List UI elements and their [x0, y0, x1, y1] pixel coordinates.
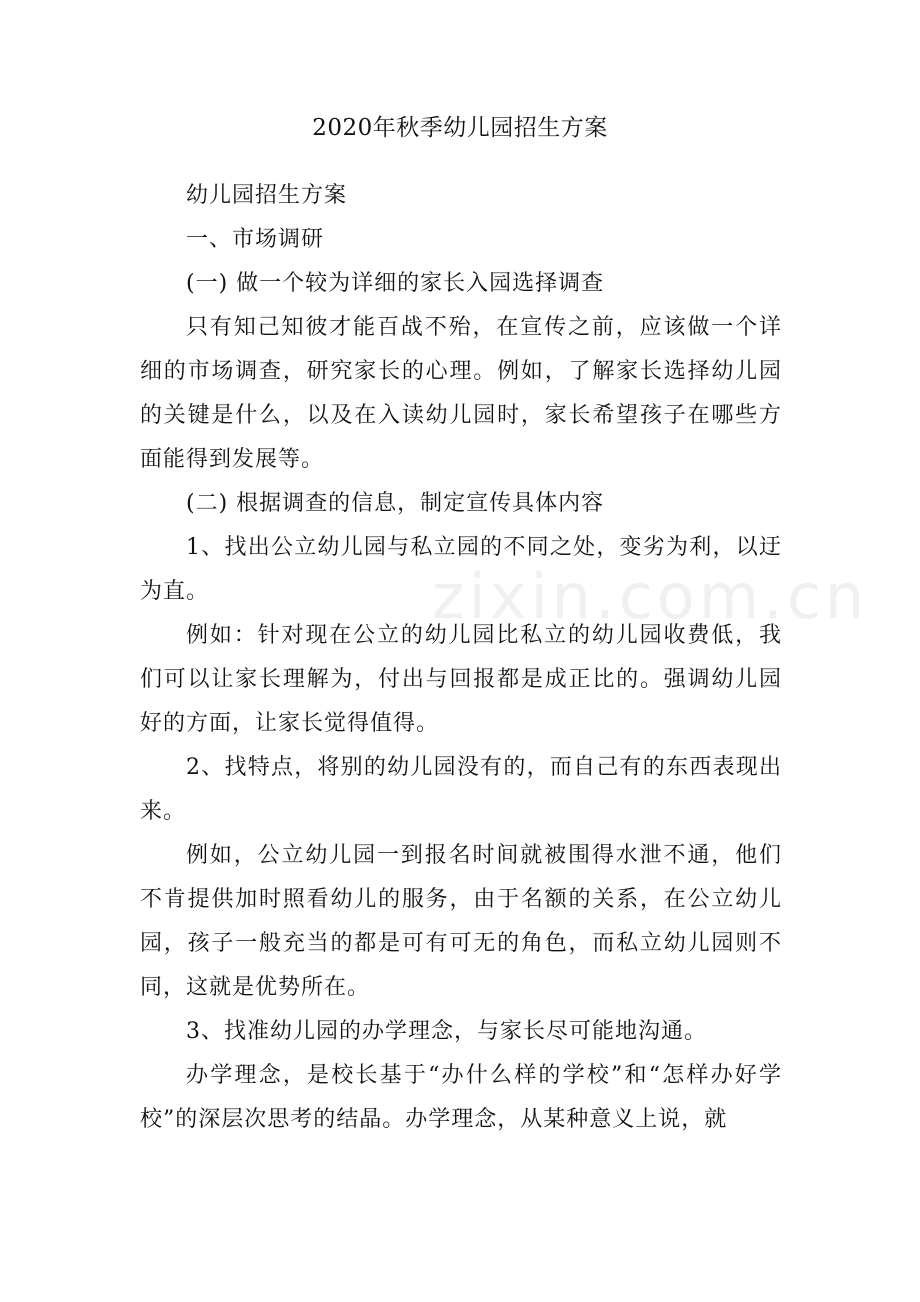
section-heading-market-research: 一、市场调研 — [186, 227, 325, 252]
list-item-2: 2、找特点，将别的幼儿园没有的，而自己有的东西表现出来。 — [140, 755, 782, 824]
document-title: 2020年秋季幼儿园招生方案 — [312, 115, 608, 141]
paragraph-philosophy: 办学理念，是校长基于“办什么样的学校”和“怎样办好学校”的深层次思考的结晶。办学理念，从某种意义上说，就 — [140, 1063, 782, 1132]
list-item-3: 3、找准幼儿园的办学理念，与家长尽可能地沟通。 — [186, 1019, 707, 1044]
paragraph-example-2: 例如，公立幼儿园一到报名时间就被围得水泄不通，他们不肯提供加时照看幼儿的服务，由于名额的关系，在公立幼儿园，孩子一般充当的都是可有可无的角色，而私立幼儿园则不同，这就是优势所在。 — [140, 843, 782, 1000]
document-body — [140, 174, 782, 1142]
paragraph-heading: 幼儿园招生方案 — [186, 183, 348, 208]
watermark: zixin.com.cn — [432, 560, 869, 633]
subsection-heading-survey: (一) 做一个较为详细的家长入园选择调查 — [186, 271, 605, 296]
list-item-1: 1、找出公立幼儿园与私立园的不同之处，变劣为利，以迂为直。 — [140, 535, 782, 604]
subsection-heading-content: (二) 根据调查的信息，制定宣传具体内容 — [186, 491, 605, 516]
paragraph-survey: 只有知己知彼才能百战不殆，在宣传之前，应该做一个详细的市场调查，研究家长的心理。例如，了解家长选择幼儿园的关键是什么，以及在入读幼儿园时，家长希望孩子在哪些方面能得到发展等。 — [140, 315, 782, 472]
paragraph-example-1: 例如：针对现在公立的幼儿园比私立的幼儿园收费低，我们可以让家长理解为，付出与回报都是成正比的。强调幼儿园好的方面，让家长觉得值得。 — [140, 623, 782, 736]
